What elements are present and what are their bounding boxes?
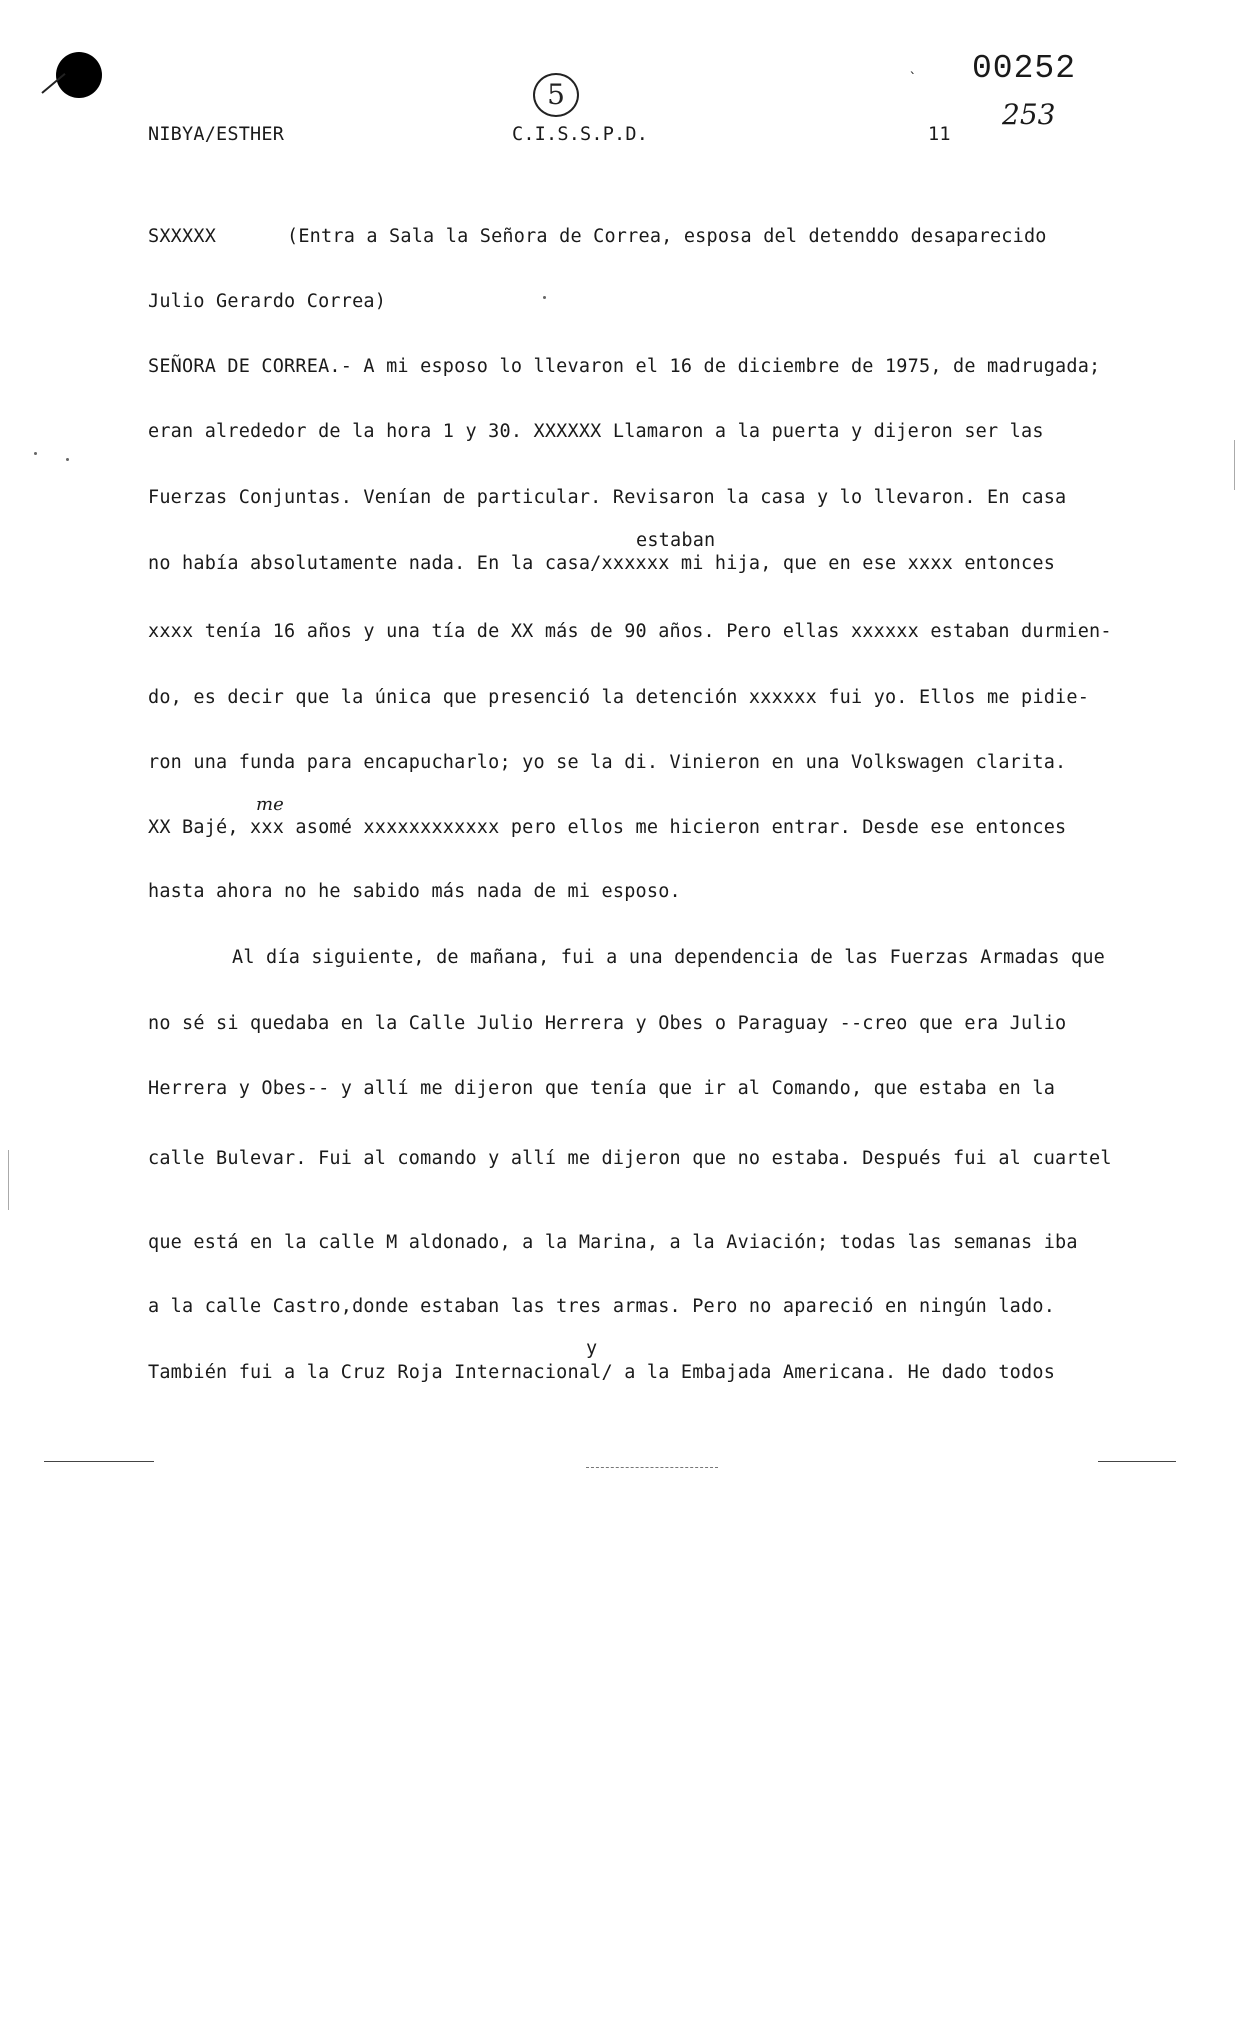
header-center: C.I.S.S.P.D. [512,124,649,145]
body-line-8: do, es decir que la única que presenció la detención xxxxxx fui yo. Ellos me pidie- [148,687,1090,708]
handwritten-page-number: 253 [1002,98,1056,131]
body-line-15: calle Bulevar. Fui al comando y allí me dijeron que no estaba. Después fui al cuartel [148,1148,1112,1169]
body-line-17: a la calle Castro,donde estaban las tres armas. Pero no apareció en ningún lado. [148,1296,1056,1317]
body-line-2: Julio Gerardo Correa) [148,291,387,312]
header-left: NIBYA/ESTHER [148,124,285,145]
margin-dot [543,296,546,299]
edge-mark [1234,440,1235,490]
body-line-18: También fui a la Cruz Roja Internacional/ a la Embajada Americana. He dado todos [148,1362,1056,1383]
circled-number: 5 [533,73,579,117]
body-line-11: hasta ahora no he sabido más nada de mi esposo. [148,881,681,902]
stamp-number: 00252 [972,50,1077,87]
edge-mark [8,1150,9,1210]
page-number: 11 [928,124,951,145]
body-line-6: no había absolutamente nada. En la casa/xxxxxx mi hija, que en ese xxxx entonces [148,553,1056,574]
footer-rule-left [44,1461,154,1462]
stamp-tick: ˎ [908,58,917,74]
footer-rule-center [586,1467,718,1468]
body-line-4: eran alrededor de la hora 1 y 30. XXXXXX Llamaron a la puerta y dijeron ser las [148,421,1044,442]
body-line-13: no sé si quedaba en la Calle Julio Herrera y Obes o Paraguay --creo que era Julio [148,1013,1067,1034]
struck-speaker-label: SXXXXX [148,226,217,247]
body-line-12: Al día siguiente, de mañana, fui a una dependencia de las Fuerzas Armadas que [232,947,1106,968]
body-line-1: (Entra a Sala la Señora de Correa, esposa del detenddo desaparecido [287,226,1047,247]
body-line-14: Herrera y Obes-- y allí me dijeron que tenía que ir al Comando, que estaba en la [148,1078,1056,1099]
body-line-7: xxxx tenía 16 años y una tía de XX más de 90 años. Pero ellas xxxxxx estaban durmien- [148,621,1112,642]
body-line-10: XX Bajé, xxx asomé xxxxxxxxxxxx pero ellos me hicieron entrar. Desde ese entonces [148,817,1067,838]
insertion-y: y [586,1338,598,1359]
insertion-estaban: estaban [636,530,716,551]
handwritten-insertion-me: me [256,794,284,815]
body-line-3: SEÑORA DE CORREA.- A mi esposo lo llevaron el 16 de diciembre de 1975, de madrugada; [148,356,1101,377]
body-line-5: Fuerzas Conjuntas. Venían de particular. Revisaron la casa y lo llevaron. En casa [148,487,1067,508]
footer-rule-right [1098,1461,1176,1462]
body-line-16: que está en la calle M aldonado, a la Marina, a la Aviación; todas las semanas iba [148,1232,1078,1253]
margin-dot [34,452,37,455]
margin-dot [66,458,69,461]
body-line-9: ron una funda para encapucharlo; yo se la di. Vinieron en una Volkswagen clarita. [148,752,1067,773]
